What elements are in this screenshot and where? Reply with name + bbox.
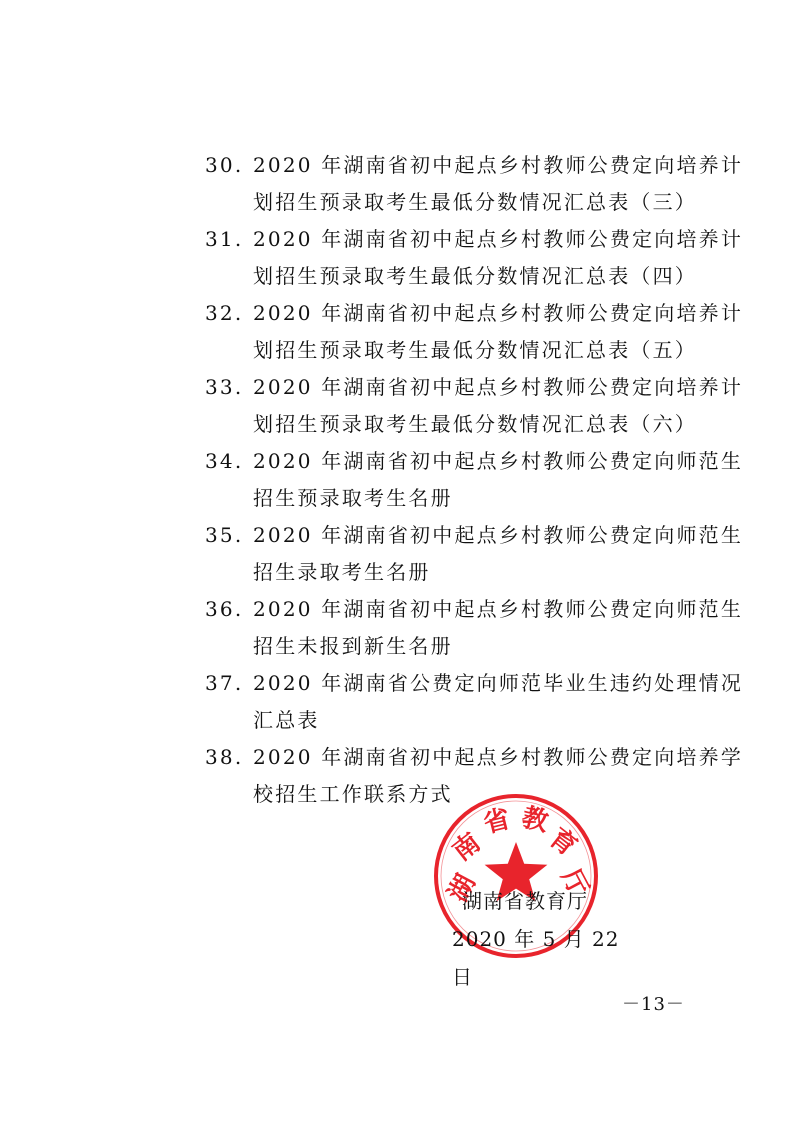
item-text-line2: 划招生预录取考生最低分数情况汇总表（三） bbox=[253, 190, 697, 214]
item-text-line1: 2020 年湖南省初中起点乡村教师公费定向培养计 bbox=[253, 153, 744, 177]
item-number: 34. bbox=[205, 449, 244, 473]
list-item bbox=[205, 221, 744, 295]
item-text-line1: 2020 年湖南省初中起点乡村教师公费定向培养计 bbox=[253, 227, 744, 251]
list-item bbox=[205, 591, 744, 665]
attachment-list bbox=[205, 147, 744, 813]
item-text-line1: 2020 年湖南省初中起点乡村教师公费定向培养学 bbox=[253, 745, 744, 769]
item-text-line1: 2020 年湖南省初中起点乡村教师公费定向师范生 bbox=[253, 523, 744, 547]
signature-block bbox=[452, 882, 622, 996]
item-text-line2: 汇总表 bbox=[253, 708, 320, 732]
list-item bbox=[205, 369, 744, 443]
list-item bbox=[205, 665, 744, 739]
item-number: 37. bbox=[205, 671, 244, 695]
svg-text:南: 南 bbox=[447, 827, 487, 868]
svg-text:省: 省 bbox=[480, 804, 514, 840]
list-item bbox=[205, 443, 744, 517]
item-text-line2: 划招生预录取考生最低分数情况汇总表（六） bbox=[253, 412, 697, 436]
item-text-line1: 2020 年湖南省初中起点乡村教师公费定向师范生 bbox=[253, 597, 744, 621]
item-number: 33. bbox=[205, 375, 244, 399]
item-text-line2: 招生录取考生名册 bbox=[253, 560, 431, 584]
list-item bbox=[205, 517, 744, 591]
list-item bbox=[205, 295, 744, 369]
item-number: 30. bbox=[205, 153, 244, 177]
list-item bbox=[205, 147, 744, 221]
item-text-line1: 2020 年湖南省初中起点乡村教师公费定向培养计 bbox=[253, 375, 744, 399]
item-text-line2: 划招生预录取考生最低分数情况汇总表（四） bbox=[253, 264, 697, 288]
signature-organization: 湖南省教育厅 bbox=[462, 889, 588, 913]
item-text-line2: 校招生工作联系方式 bbox=[253, 782, 453, 806]
item-number: 36. bbox=[205, 597, 244, 621]
item-text-line2: 招生预录取考生名册 bbox=[253, 486, 453, 510]
page-number: －13－ bbox=[622, 994, 685, 1015]
svg-text:育: 育 bbox=[543, 822, 583, 863]
item-text-line2: 划招生预录取考生最低分数情况汇总表（五） bbox=[253, 338, 697, 362]
item-text-line1: 2020 年湖南省初中起点乡村教师公费定向师范生 bbox=[253, 449, 744, 473]
item-text-line2: 招生未报到新生名册 bbox=[253, 634, 453, 658]
item-text-line1: 2020 年湖南省公费定向师范毕业生违约处理情况 bbox=[253, 671, 744, 695]
item-number: 32. bbox=[205, 301, 244, 325]
item-number: 31. bbox=[205, 227, 244, 251]
svg-text:湖: 湖 bbox=[443, 869, 482, 907]
svg-text:教: 教 bbox=[518, 802, 552, 838]
signature-date: 2020 年 5 月 22 日 bbox=[452, 927, 620, 989]
item-number: 35. bbox=[205, 523, 244, 547]
item-text-line1: 2020 年湖南省初中起点乡村教师公费定向培养计 bbox=[253, 301, 744, 325]
item-number: 38. bbox=[205, 745, 244, 769]
svg-text:厅: 厅 bbox=[555, 864, 594, 902]
